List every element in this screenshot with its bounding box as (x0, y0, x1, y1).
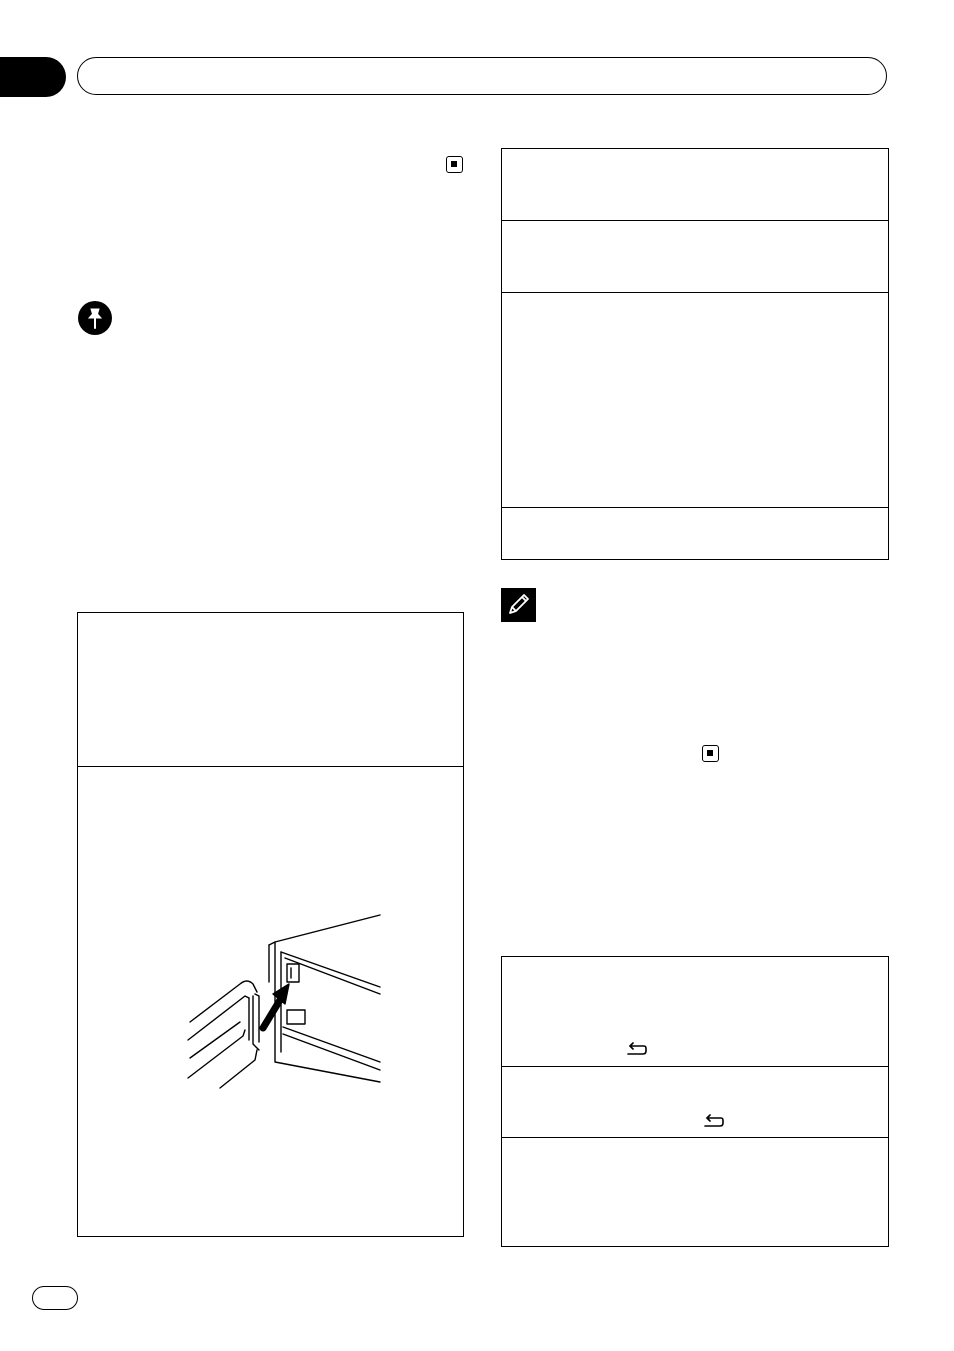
end-of-section-icon (446, 156, 463, 173)
return-arrow-icon (703, 1114, 725, 1128)
table-divider (502, 507, 888, 508)
important-pushpin-icon (78, 301, 112, 335)
chapter-tab (0, 57, 66, 97)
section-header-bar (77, 57, 887, 95)
end-of-section-icon (702, 745, 719, 762)
table-divider (502, 220, 888, 221)
right-table-bottom (501, 956, 889, 1247)
table-divider (78, 766, 463, 767)
table-divider (502, 1066, 888, 1067)
table-divider (502, 292, 888, 293)
right-table-top (501, 148, 889, 560)
note-pencil-icon (501, 588, 536, 622)
table-divider (502, 1137, 888, 1138)
page-number-badge (32, 1286, 78, 1310)
installation-figure (185, 912, 385, 1092)
return-arrow-icon (626, 1042, 648, 1056)
